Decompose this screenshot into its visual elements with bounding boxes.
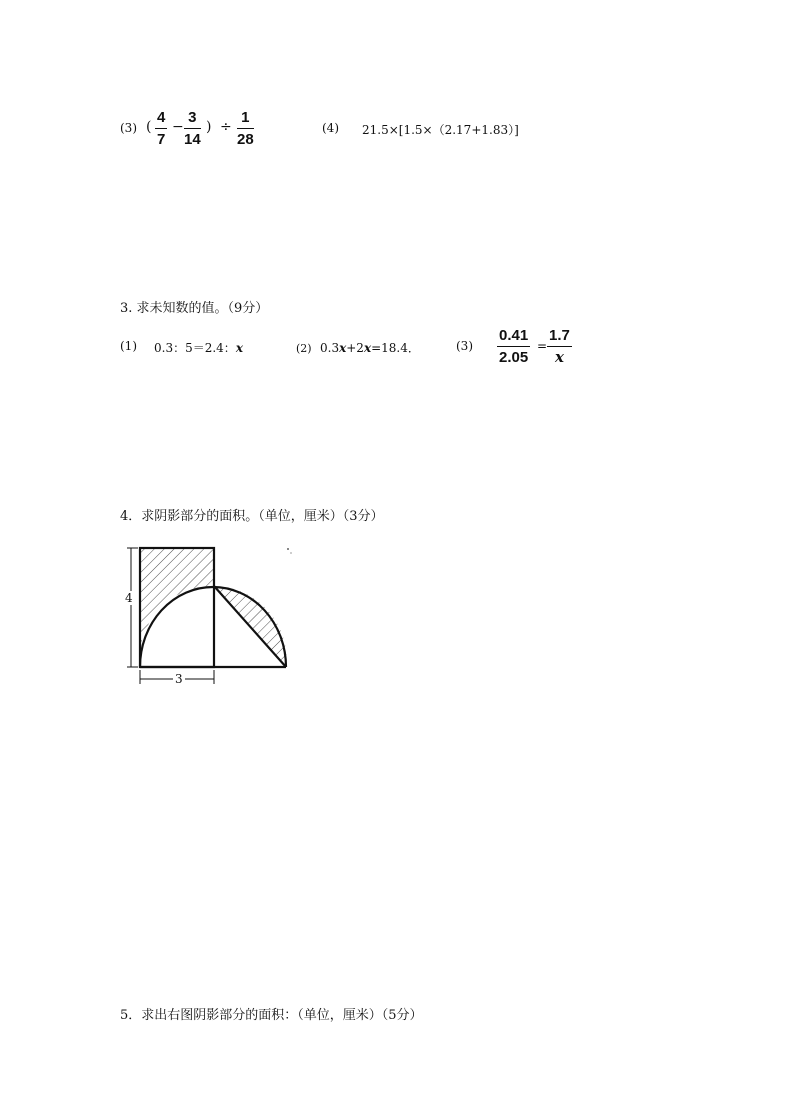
problem-4-label: (4) — [322, 121, 339, 135]
equation-1-label: (1) — [120, 339, 137, 353]
dimension-label-height: 4 — [125, 591, 133, 605]
numerator: 1.7 — [549, 327, 570, 344]
numerator: 0.41 — [499, 327, 529, 344]
variable-x: x — [363, 341, 372, 355]
open-paren: ( — [146, 119, 152, 135]
question-3-title: 3. 求未知数的值。（9分） — [120, 301, 269, 316]
denominator: 28 — [237, 131, 254, 148]
equation-2-label: (2) — [296, 342, 312, 355]
close-paren: ) — [206, 119, 212, 135]
denominator-x: x — [554, 348, 564, 366]
equation-2-pre: 0.3 — [320, 341, 340, 355]
divide-sign: ÷ — [220, 119, 232, 135]
equals-sign: = — [537, 339, 548, 353]
variable-x: x — [339, 341, 347, 355]
equation-2-post: =18.4． — [371, 341, 420, 355]
equation-2-mid: +2 — [346, 341, 364, 355]
shaded-region-left — [140, 548, 214, 667]
variable-x: x — [235, 341, 243, 355]
dimension-label-width: 3 — [175, 672, 183, 686]
denominator: 7 — [157, 131, 166, 148]
problem-4-expression: 21.5×[1.5×（2.17+1.83）] — [362, 123, 519, 137]
numerator: 4 — [157, 109, 166, 126]
denominator: 14 — [184, 131, 201, 148]
stray-dot — [290, 552, 291, 553]
problem-3-label: (3) — [120, 121, 137, 135]
numerator: 1 — [241, 109, 250, 126]
question-4-title: 4．求阴影部分的面积。（单位，厘米）（3分） — [120, 509, 384, 524]
denominator: 2.05 — [499, 349, 529, 366]
equation-1-text: 0.3：5＝2.4： — [154, 341, 236, 355]
numerator: 3 — [188, 109, 197, 126]
question-5-title: 5．求出右图阴影部分的面积：（单位，厘米）（5分） — [120, 1008, 423, 1023]
stray-dot — [287, 548, 289, 550]
equation-3-label: (3) — [456, 339, 473, 353]
minus-sign: − — [172, 119, 184, 135]
